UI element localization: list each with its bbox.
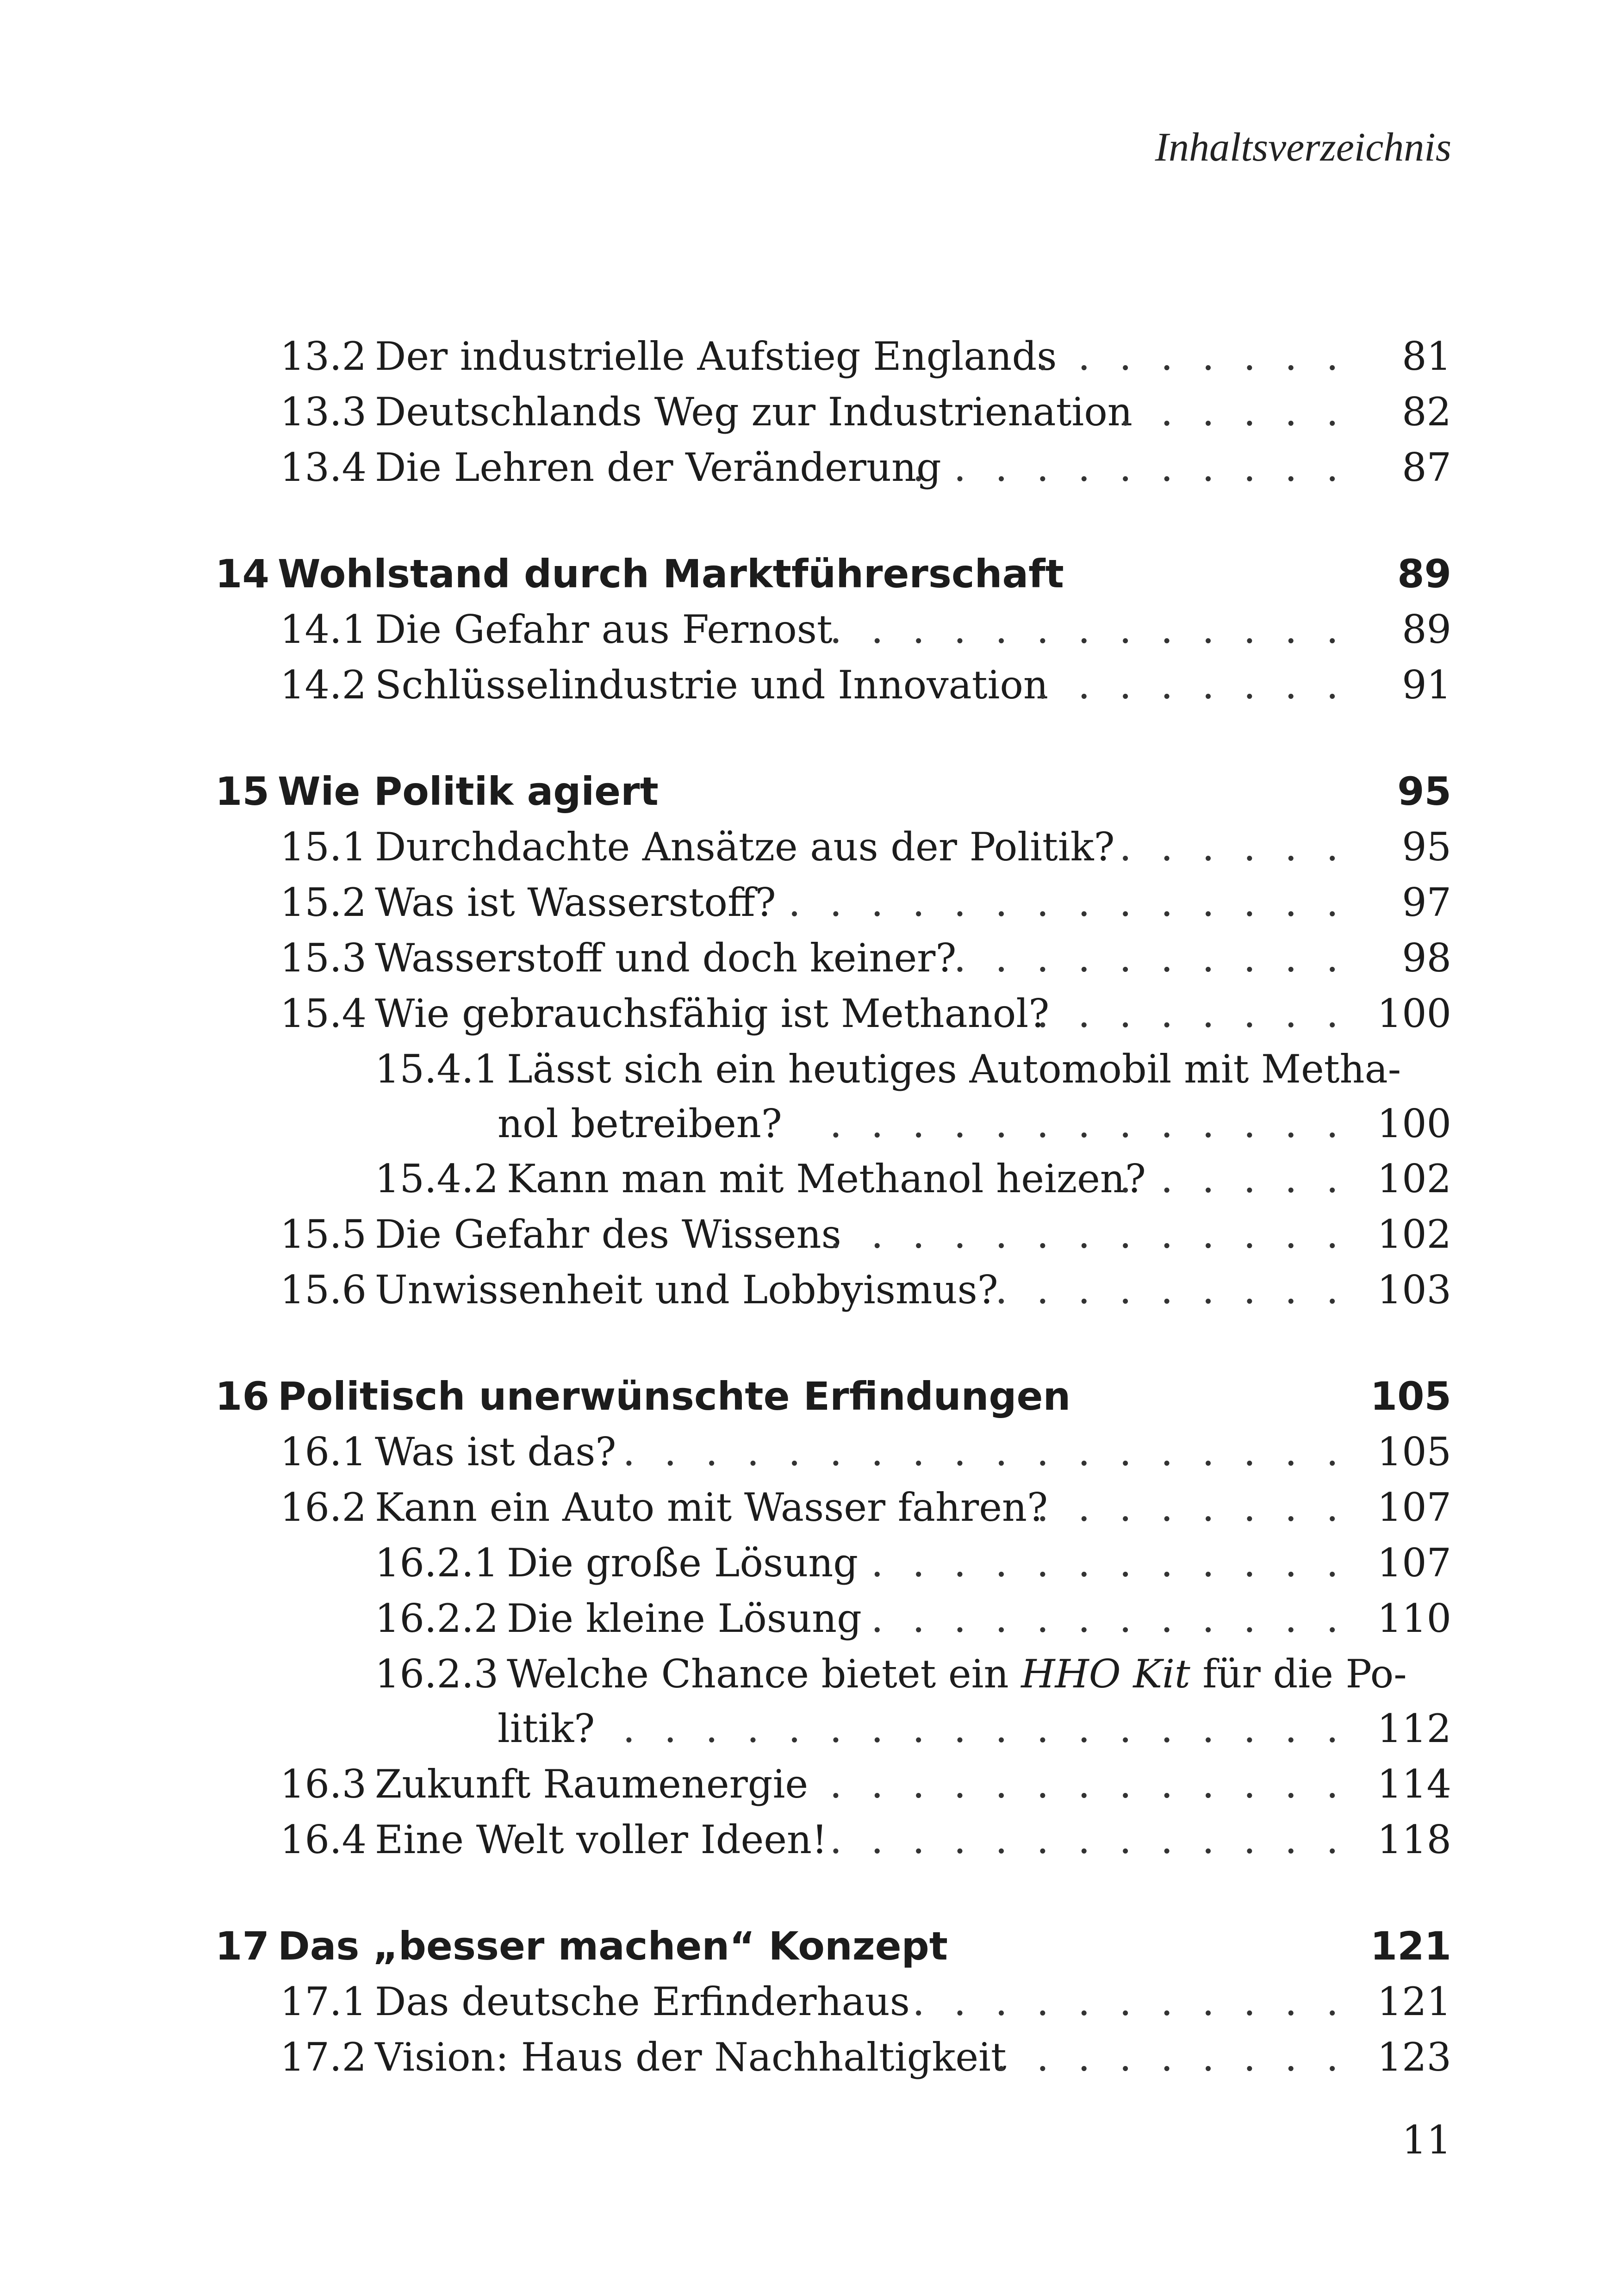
toc-entry-number: 17.2 — [280, 2035, 367, 2080]
toc-entry-15-5[interactable] — [0, 1207, 1618, 1262]
toc-entry-16-2-1[interactable] — [0, 1535, 1618, 1591]
toc-entry-page: 100 — [1377, 991, 1451, 1036]
toc-entry-13-2[interactable] — [0, 329, 1618, 384]
toc-entry-page: 118 — [1377, 1817, 1451, 1862]
dot-leader — [1101, 384, 1347, 440]
toc-entry-14-1[interactable] — [0, 602, 1618, 657]
toc-entry-page: 107 — [1377, 1485, 1451, 1530]
toc-entry-number: 15.4 — [280, 991, 367, 1036]
toc-entry-16-2-3[interactable] — [0, 1646, 1618, 1757]
toc-entry-title: Wie gebrauchsfähig ist Methanol? — [375, 991, 1050, 1036]
toc-entry-17-1[interactable] — [0, 1974, 1618, 2029]
toc-chapter-number: 15 — [215, 769, 269, 814]
title-part: Welche Chance bietet ein — [507, 1651, 1021, 1697]
dot-leader — [879, 1974, 1347, 2029]
toc-entry-title: Die Gefahr aus Fernost — [375, 607, 833, 652]
toc-entry-title: Kann ein Auto mit Wasser fahren? — [375, 1485, 1048, 1530]
toc-chapter-title: Politisch unerwünschte Erfindungen — [278, 1374, 1071, 1419]
toc-entry-15-4[interactable] — [0, 986, 1618, 1041]
toc-chapter-14[interactable] — [0, 546, 1618, 602]
toc-entry-number: 16.2 — [280, 1485, 367, 1530]
toc-entry-number: 15.1 — [280, 824, 367, 870]
toc-entry-number: 14.2 — [280, 662, 367, 708]
toc-entry-number: 16.4 — [280, 1817, 367, 1862]
toc-entry-page: 91 — [1402, 662, 1451, 708]
dot-leader — [833, 1207, 1347, 1262]
toc-entry-number: 16.2.2 — [375, 1596, 499, 1641]
toc-entry-title: Eine Welt voller Ideen! — [375, 1817, 828, 1862]
toc-chapter-title: Das „besser machen“ Konzept — [278, 1923, 948, 1969]
dot-leader — [1032, 986, 1347, 1041]
toc-chapter-15[interactable] — [0, 764, 1618, 819]
toc-chapter-number: 17 — [215, 1923, 269, 1969]
toc-entry-number: 17.1 — [280, 1979, 367, 2024]
toc-entry-13-3[interactable] — [0, 384, 1618, 440]
dot-leader — [606, 1424, 1347, 1480]
toc-entry-title: Die kleine Lösung — [507, 1596, 862, 1641]
toc-entry-16-2-2[interactable] — [0, 1591, 1618, 1646]
toc-entry-page: 121 — [1377, 1979, 1451, 2024]
toc-entry-page: 102 — [1377, 1156, 1451, 1201]
toc-entry-title: Schlüsselindustrie und Innovation — [375, 662, 1049, 708]
toc-chapter-page: 105 — [1370, 1374, 1451, 1419]
toc-entry-page: 123 — [1377, 2035, 1451, 2080]
toc-entry-title: Durchdachte Ansätze aus der Politik? — [375, 824, 1115, 870]
toc-entry-number: 13.3 — [280, 389, 367, 435]
toc-chapter-page: 89 — [1397, 551, 1451, 597]
toc-chapter-16[interactable] — [0, 1369, 1618, 1424]
toc-entry-number: 13.4 — [280, 445, 367, 490]
toc-entry-page: 87 — [1402, 445, 1451, 490]
toc-entry-number: 15.4.1 — [375, 1046, 499, 1092]
toc-entry-title: Der industrielle Aufstieg Englands — [375, 334, 1057, 379]
toc-entry-number: 13.2 — [280, 334, 367, 379]
page-number: 11 — [1402, 2117, 1451, 2163]
toc-entry-15-6[interactable] — [0, 1262, 1618, 1318]
toc-entry-title: Wasserstoff und doch keiner? — [375, 935, 957, 981]
toc-entry-page: 97 — [1402, 880, 1451, 925]
toc-chapter-page: 95 — [1397, 769, 1451, 814]
dot-leader — [907, 440, 1347, 495]
toc-entry-title: Die Gefahr des Wissens — [375, 1212, 841, 1257]
title-italic-part: HHO Kit — [1021, 1651, 1190, 1697]
toc-entry-title: Die Lehren der Veränderung — [375, 445, 941, 490]
toc-entry-page: 110 — [1377, 1596, 1451, 1641]
toc-entry-page: 102 — [1377, 1212, 1451, 1257]
running-head: Inhaltsverzeichnis — [1155, 125, 1451, 170]
dot-leader — [1120, 1151, 1347, 1207]
toc-entry-page: 112 — [1377, 1706, 1451, 1751]
toc-chapter-number: 14 — [215, 551, 269, 597]
dot-leader — [815, 602, 1347, 657]
dot-leader — [1009, 657, 1347, 713]
toc-chapter-17[interactable] — [0, 1918, 1618, 1974]
toc-entry-page: 89 — [1402, 607, 1451, 652]
toc-entry-title: Kann man mit Methanol heizen? — [507, 1156, 1146, 1201]
toc-chapter-number: 16 — [215, 1374, 269, 1419]
toc-entry-page: 98 — [1402, 935, 1451, 981]
dot-leader — [815, 1096, 1347, 1151]
toc-entry-page: 103 — [1377, 1267, 1451, 1313]
toc-entry-15-2[interactable] — [0, 875, 1618, 930]
toc-entry-title: Was ist Wasserstoff? — [375, 880, 776, 925]
dot-leader — [1032, 1480, 1347, 1535]
dot-leader — [815, 1812, 1347, 1867]
toc-entry-page: 81 — [1402, 334, 1451, 379]
dot-leader — [926, 930, 1347, 986]
dot-leader — [1023, 329, 1347, 384]
toc-entry-page: 105 — [1377, 1429, 1451, 1475]
toc-entry-page: 114 — [1377, 1761, 1451, 1807]
dot-leader — [606, 1701, 1347, 1756]
toc-entry-title: Deutschlands Weg zur Industrienation — [375, 389, 1133, 435]
toc-chapter-title: Wohlstand durch Marktführerschaft — [278, 551, 1064, 597]
toc-entry-14-2[interactable] — [0, 657, 1618, 713]
toc-entry-16-3[interactable] — [0, 1756, 1618, 1812]
dot-leader — [1101, 819, 1347, 875]
toc-entry-13-4[interactable] — [0, 440, 1618, 495]
toc-entry-number: 15.6 — [280, 1267, 367, 1313]
toc-entry-number: 15.4.2 — [375, 1156, 499, 1201]
toc-entry-title: Das deutsche Erfinderhaus — [375, 1979, 910, 2024]
toc-entry-number: 16.2.3 — [375, 1651, 499, 1697]
toc-entry-title: Zukunft Raumenergie — [375, 1761, 809, 1807]
toc-entry-number: 15.2 — [280, 880, 367, 925]
toc-chapter-page: 121 — [1370, 1923, 1451, 1969]
toc-entry-number: 16.1 — [280, 1429, 367, 1475]
dot-leader — [972, 2029, 1347, 2085]
dot-leader — [856, 1591, 1347, 1646]
toc-entry-15-4-2[interactable] — [0, 1151, 1618, 1207]
toc-entry-page: 82 — [1402, 389, 1451, 435]
dot-leader — [815, 1756, 1347, 1812]
toc-entry-15-4-1[interactable] — [0, 1041, 1618, 1152]
toc-entry-title — [507, 1646, 1407, 1702]
toc-entry-page: 95 — [1402, 824, 1451, 870]
toc-entry-number: 16.3 — [280, 1761, 367, 1807]
toc-entry-16-2[interactable] — [0, 1480, 1618, 1535]
toc-entry-number: 14.1 — [280, 607, 367, 652]
toc-entry-15-1[interactable] — [0, 819, 1618, 875]
toc-entry-15-3[interactable] — [0, 930, 1618, 986]
dot-leader — [977, 1262, 1347, 1318]
toc-entry-number: 15.5 — [280, 1212, 367, 1257]
toc-entry-title-continuation: nol betreiben? — [498, 1101, 782, 1146]
toc-entry-title: Vision: Haus der Nachhaltigkeit — [375, 2035, 1007, 2080]
toc-entry-page: 107 — [1377, 1540, 1451, 1586]
dot-leader — [842, 1535, 1347, 1591]
toc-entry-number: 15.3 — [280, 935, 367, 981]
toc-entry-17-2[interactable] — [0, 2029, 1618, 2085]
toc-entry-title: Die große Lösung — [507, 1540, 859, 1586]
toc-entry-16-1[interactable] — [0, 1424, 1618, 1480]
toc-entry-number: 16.2.1 — [375, 1540, 499, 1586]
toc-entry-title: Lässt sich ein heutiges Automobil mit Metha- — [507, 1046, 1401, 1092]
toc-entry-title: Unwissenheit und Lobbyismus? — [375, 1267, 998, 1313]
title-part: für die Po- — [1190, 1651, 1407, 1697]
toc-entry-16-4[interactable] — [0, 1812, 1618, 1867]
dot-leader — [778, 875, 1347, 930]
toc-chapter-title: Wie Politik agiert — [278, 769, 659, 814]
toc-entry-title: Was ist das? — [375, 1429, 616, 1475]
toc-entry-title-continuation: litik? — [498, 1706, 595, 1751]
toc-entry-page: 100 — [1377, 1101, 1451, 1146]
